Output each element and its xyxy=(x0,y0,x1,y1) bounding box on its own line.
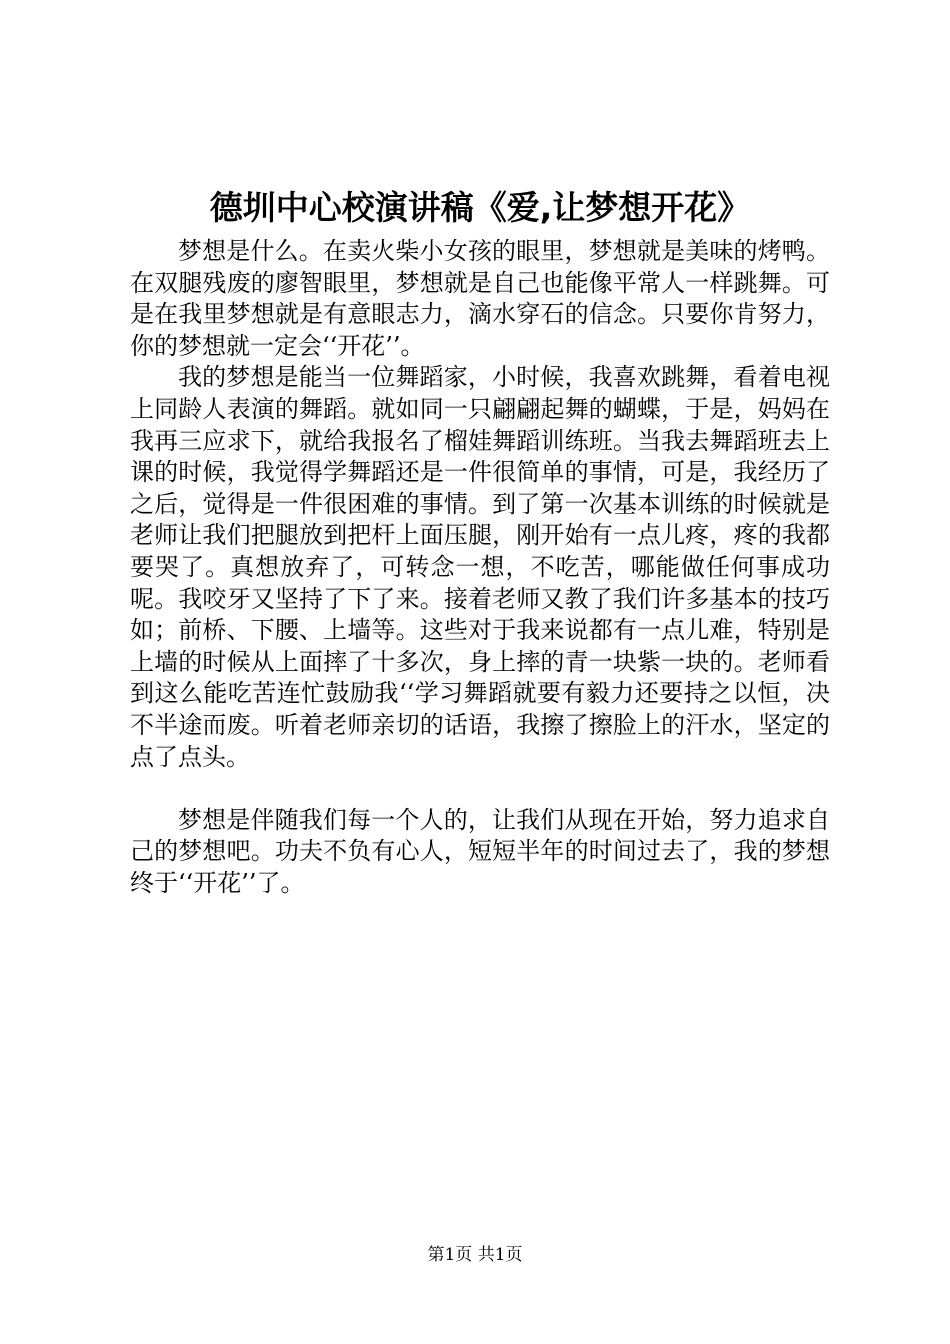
page-footer: 第1页 共1页 xyxy=(427,1245,523,1265)
paragraph-2: 我的梦想是能当一位舞蹈家，小时候，我喜欢跳舞，看着电视上同龄人表演的舞蹈。就如同一只翩翩起舞的蝴蝶，于是，妈妈在我再三应求下，就给我报名了榴娃舞蹈训练班。当我去舞蹈班去上课的时候，我觉得学舞蹈还是一件很简单的事情，可是，我经历了之后，觉得是一件很困难的事情。到了第一次基本训练的时候就是老师让我们把腿放到把杆上面压腿，刚开始有一点儿疼，疼的我都要哭了。真想放弃了，可转念一想，不吃苦，哪能做任何事成功呢。我咬牙又坚持了下了来。接着老师又教了我们许多基本的技巧如；前桥、下腰、上墙等。这些对于我来说都有一点儿难，特别是上墙的时候从上面摔了十多次，身上摔的青一块紫一块的。老师看到这么能吃苦连忙鼓励我‘‘学习舞蹈就要有毅力还要持之以恒，决不半途而废。听着老师亲切的话语，我擦了擦脸上的汗水，坚定的点了点头。 xyxy=(130,363,830,771)
document-body xyxy=(130,236,830,899)
document-title: 德圳中心校演讲稿《爱,让梦想开花》 xyxy=(209,188,751,227)
paragraph-spacer xyxy=(130,773,830,805)
paragraph-3: 梦想是伴随我们每一个人的，让我们从现在开始，努力追求自己的梦想吧。功夫不负有心人，短短半年的时间过去了，我的梦想终于‘‘开花’’了。 xyxy=(130,805,830,897)
paragraph-1: 梦想是什么。在卖火柴小女孩的眼里，梦想就是美味的烤鸭。在双腿残废的廖智眼里，梦想就是自己也能像平常人一样跳舞。可是在我里梦想就是有意眼志力，滴水穿石的信念。只要你肯努力，你的梦想就一定会‘‘开花’’。 xyxy=(130,237,830,360)
